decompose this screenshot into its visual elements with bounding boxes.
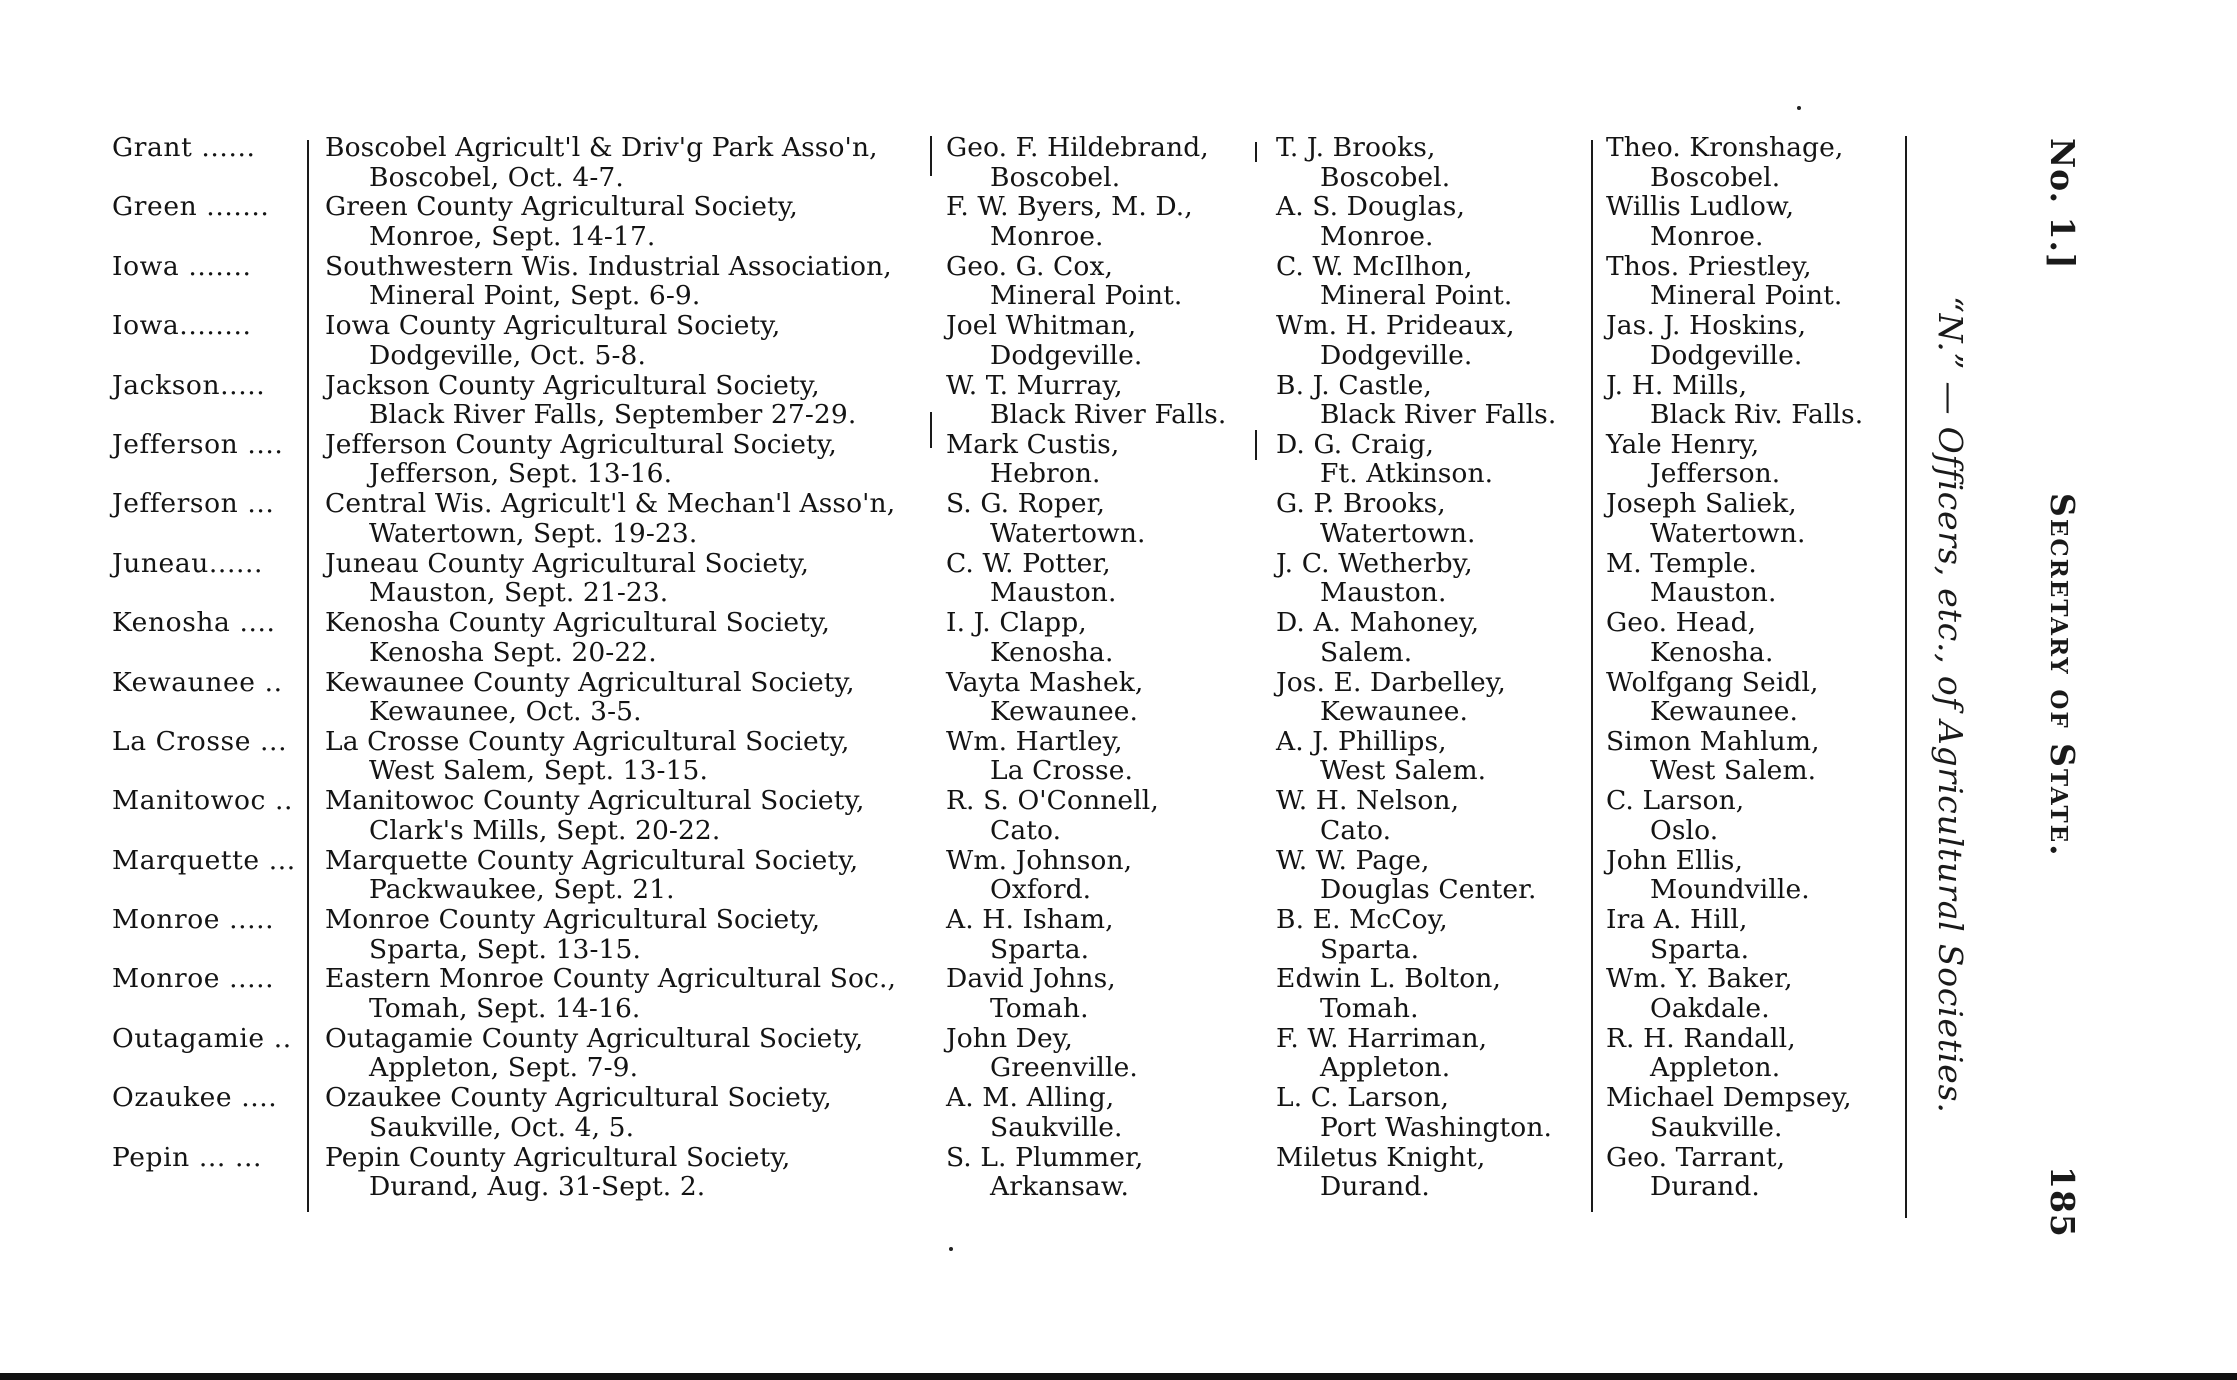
society-cell bbox=[325, 133, 945, 192]
society-place: Boscobel, Oct. 4-7. bbox=[369, 161, 624, 193]
society-cell bbox=[325, 192, 945, 251]
president-place: Mineral Point. bbox=[990, 280, 1183, 312]
secretary-place: Monroe. bbox=[1320, 220, 1434, 252]
president-name: A. H. Isham, bbox=[946, 904, 1114, 936]
treasurer-place: Mauston. bbox=[1650, 577, 1777, 609]
county-name: Monroe ..... bbox=[112, 904, 275, 936]
society-place: Sparta, Sept. 13-15. bbox=[369, 933, 641, 965]
secretary-place: Kewaunee. bbox=[1320, 696, 1469, 728]
treasurer-cell bbox=[1606, 608, 1926, 667]
county-name: Marquette ... bbox=[112, 844, 296, 876]
society-place: Kenosha Sept. 20-22. bbox=[369, 636, 657, 668]
county-cell bbox=[112, 668, 302, 698]
secretary-place: Mineral Point. bbox=[1320, 280, 1513, 312]
county-name: Iowa........ bbox=[112, 310, 252, 342]
society-name: La Crosse County Agricultural Society, bbox=[325, 725, 850, 757]
president-name: Geo. G. Cox, bbox=[946, 250, 1114, 282]
president-place: Arkansaw. bbox=[990, 1171, 1129, 1203]
secretary-cell bbox=[1276, 1143, 1596, 1202]
county-cell bbox=[112, 252, 302, 282]
secretary-name: B. E. McCoy, bbox=[1276, 904, 1448, 936]
county-cell bbox=[112, 133, 302, 163]
secretary-place: Boscobel. bbox=[1320, 161, 1451, 193]
treasurer-name: Willis Ludlow, bbox=[1606, 191, 1795, 223]
treasurer-cell bbox=[1606, 668, 1926, 727]
county-name: Pepin ... ... bbox=[112, 1141, 263, 1173]
society-cell bbox=[325, 1083, 945, 1142]
secretary-place: Ft. Atkinson. bbox=[1320, 458, 1494, 490]
treasurer-name: Wm. Y. Baker, bbox=[1606, 963, 1793, 995]
president-name: Wm. Johnson, bbox=[946, 844, 1133, 876]
society-name: Southwestern Wis. Industrial Association, bbox=[325, 250, 892, 282]
society-cell bbox=[325, 905, 945, 964]
society-place: Tomah, Sept. 14-16. bbox=[369, 992, 641, 1024]
society-name: Central Wis. Agricult'l & Mechan'l Asso'n, bbox=[325, 488, 896, 520]
secretary-cell bbox=[1276, 1083, 1596, 1142]
treasurer-name: M. Temple. bbox=[1606, 547, 1757, 579]
county-cell bbox=[112, 905, 302, 935]
society-name: Kewaunee County Agricultural Society, bbox=[325, 666, 855, 698]
treasurer-cell bbox=[1606, 786, 1926, 845]
president-cell bbox=[946, 846, 1276, 905]
secretary-name: L. C. Larson, bbox=[1276, 1082, 1450, 1114]
county-cell bbox=[112, 192, 302, 222]
treasurer-name: Yale Henry, bbox=[1606, 428, 1760, 460]
society-place: Watertown, Sept. 19-23. bbox=[369, 517, 698, 549]
president-name: I. J. Clapp, bbox=[946, 607, 1087, 639]
secretary-place: Appleton. bbox=[1320, 1052, 1451, 1084]
society-cell bbox=[325, 549, 945, 608]
society-name: Pepin County Agricultural Society, bbox=[325, 1141, 791, 1173]
secretary-cell bbox=[1276, 727, 1596, 786]
society-cell bbox=[325, 668, 945, 727]
treasurer-place: West Salem. bbox=[1650, 755, 1817, 787]
society-name: Jefferson County Agricultural Society, bbox=[325, 428, 837, 460]
secretary-name: W. H. Nelson, bbox=[1276, 785, 1460, 817]
running-header bbox=[2043, 138, 2082, 1238]
president-place: Saukville. bbox=[990, 1111, 1123, 1143]
column-rule-secretary bbox=[1591, 140, 1593, 1212]
secretary-name: G. P. Brooks, bbox=[1276, 488, 1446, 520]
society-cell bbox=[325, 786, 945, 845]
county-name: Jackson..... bbox=[112, 369, 266, 401]
column-rule-society-lower bbox=[930, 412, 932, 448]
society-name: Monroe County Agricultural Society, bbox=[325, 904, 821, 936]
treasurer-place: Black Riv. Falls. bbox=[1650, 399, 1864, 431]
secretary-name: W. W. Page, bbox=[1276, 844, 1430, 876]
treasurer-name: C. Larson, bbox=[1606, 785, 1745, 817]
president-place: Hebron. bbox=[990, 458, 1101, 490]
society-name: Juneau County Agricultural Society, bbox=[325, 547, 809, 579]
county-name: Kewaunee .. bbox=[112, 666, 283, 698]
treasurer-name: Geo. Head, bbox=[1606, 607, 1757, 639]
secretary-name: Wm. H. Prideaux, bbox=[1276, 310, 1515, 342]
treasurer-place: Appleton. bbox=[1650, 1052, 1781, 1084]
secretary-cell bbox=[1276, 489, 1596, 548]
secretary-name: D. G. Craig, bbox=[1276, 428, 1435, 460]
president-cell bbox=[946, 608, 1276, 667]
county-name: La Crosse ... bbox=[112, 725, 288, 757]
county-name: Outagamie .. bbox=[112, 1022, 292, 1054]
president-cell bbox=[946, 311, 1276, 370]
county-name: Iowa ....... bbox=[112, 250, 252, 282]
county-name: Manitowoc .. bbox=[112, 785, 294, 817]
president-name: R. S. O'Connell, bbox=[946, 785, 1159, 817]
president-cell bbox=[946, 964, 1276, 1023]
treasurer-name: Geo. Tarrant, bbox=[1606, 1141, 1786, 1173]
society-name: Marquette County Agricultural Society, bbox=[325, 844, 859, 876]
president-cell bbox=[946, 1083, 1276, 1142]
treasurer-place: Durand. bbox=[1650, 1171, 1760, 1203]
president-place: Watertown. bbox=[990, 517, 1146, 549]
secretary-cell bbox=[1276, 846, 1596, 905]
president-name: A. M. Alling, bbox=[946, 1082, 1115, 1114]
county-cell bbox=[112, 1024, 302, 1054]
secretary-name: Edwin L. Bolton, bbox=[1276, 963, 1501, 995]
treasurer-cell bbox=[1606, 905, 1926, 964]
treasurer-cell bbox=[1606, 1143, 1926, 1202]
secretary-name: A. J. Phillips, bbox=[1276, 725, 1447, 757]
president-cell bbox=[946, 1024, 1276, 1083]
county-cell bbox=[112, 846, 302, 876]
society-cell bbox=[325, 430, 945, 489]
treasurer-cell bbox=[1606, 133, 1926, 192]
president-name: W. T. Murray, bbox=[946, 369, 1123, 401]
president-cell bbox=[946, 1143, 1276, 1202]
county-cell bbox=[112, 608, 302, 638]
county-cell bbox=[112, 964, 302, 994]
issue-number: No. 1.] bbox=[2043, 138, 2082, 270]
society-cell bbox=[325, 727, 945, 786]
county-cell bbox=[112, 1083, 302, 1113]
treasurer-cell bbox=[1606, 371, 1926, 430]
county-name: Jefferson ... bbox=[112, 488, 275, 520]
society-name: Boscobel Agricult'l & Driv'g Park Asso'n, bbox=[325, 132, 878, 163]
county-name: Green ....... bbox=[112, 191, 270, 223]
treasurer-place: Monroe. bbox=[1650, 220, 1764, 252]
president-cell bbox=[946, 668, 1276, 727]
treasurer-name: Thos. Priestley, bbox=[1606, 250, 1812, 282]
society-place: Saukville, Oct. 4, 5. bbox=[369, 1111, 635, 1143]
treasurer-name: Theo. Kronshage, bbox=[1606, 132, 1844, 163]
treasurer-place: Boscobel. bbox=[1650, 161, 1781, 193]
secretary-cell bbox=[1276, 133, 1596, 192]
secretary-cell bbox=[1276, 1024, 1596, 1083]
treasurer-place: Dodgeville. bbox=[1650, 339, 1803, 371]
secretary-name: F. W. Harriman, bbox=[1276, 1022, 1488, 1054]
secretary-cell bbox=[1276, 192, 1596, 251]
county-cell bbox=[112, 786, 302, 816]
treasurer-name: Simon Mahlum, bbox=[1606, 725, 1820, 757]
society-cell bbox=[325, 1024, 945, 1083]
treasurer-cell bbox=[1606, 192, 1926, 251]
treasurer-name: Wolfgang Seidl, bbox=[1606, 666, 1819, 698]
society-place: Mauston, Sept. 21-23. bbox=[369, 577, 669, 609]
treasurer-place: Watertown. bbox=[1650, 517, 1806, 549]
county-name: Ozaukee .... bbox=[112, 1082, 278, 1114]
secretary-place: Durand. bbox=[1320, 1171, 1430, 1203]
society-place: West Salem, Sept. 13-15. bbox=[369, 755, 709, 787]
secretary-cell bbox=[1276, 964, 1596, 1023]
president-place: Mauston. bbox=[990, 577, 1117, 609]
county-name: Monroe ..... bbox=[112, 963, 275, 995]
treasurer-name: Joseph Saliek, bbox=[1606, 488, 1797, 520]
treasurer-place: Jefferson. bbox=[1650, 458, 1781, 490]
column-rule-treasurer bbox=[1905, 136, 1907, 1218]
treasurer-cell bbox=[1606, 311, 1926, 370]
president-name: S. L. Plummer, bbox=[946, 1141, 1144, 1173]
secretary-name: D. A. Mahoney, bbox=[1276, 607, 1480, 639]
president-cell bbox=[946, 192, 1276, 251]
treasurer-place: Moundville. bbox=[1650, 874, 1810, 906]
society-place: Kewaunee, Oct. 3-5. bbox=[369, 696, 642, 728]
column-rule-society bbox=[930, 136, 932, 176]
president-cell bbox=[946, 430, 1276, 489]
secretary-name: B. J. Castle, bbox=[1276, 369, 1432, 401]
president-place: Boscobel. bbox=[990, 161, 1121, 193]
president-place: Oxford. bbox=[990, 874, 1092, 906]
president-cell bbox=[946, 727, 1276, 786]
treasurer-cell bbox=[1606, 1024, 1926, 1083]
society-place: Dodgeville, Oct. 5-8. bbox=[369, 339, 646, 371]
president-cell bbox=[946, 549, 1276, 608]
secretary-name: Miletus Knight, bbox=[1276, 1141, 1486, 1173]
treasurer-name: John Ellis, bbox=[1606, 844, 1744, 876]
scan-edge bbox=[0, 1373, 2237, 1380]
society-place: Monroe, Sept. 14-17. bbox=[369, 220, 656, 252]
treasurer-place: Saukville. bbox=[1650, 1111, 1783, 1143]
president-place: Kewaunee. bbox=[990, 696, 1139, 728]
society-cell bbox=[325, 252, 945, 311]
society-name: Ozaukee County Agricultural Society, bbox=[325, 1082, 832, 1114]
secretary-cell bbox=[1276, 252, 1596, 311]
president-cell bbox=[946, 133, 1276, 192]
society-name: Kenosha County Agricultural Society, bbox=[325, 607, 831, 639]
secretary-cell bbox=[1276, 668, 1596, 727]
column-rule-president-lower bbox=[1255, 430, 1257, 460]
secretary-place: Tomah. bbox=[1320, 992, 1419, 1024]
county-cell bbox=[112, 727, 302, 757]
secretary-place: Cato. bbox=[1320, 814, 1392, 846]
president-place: Dodgeville. bbox=[990, 339, 1143, 371]
county-name: Kenosha .... bbox=[112, 607, 276, 639]
president-place: La Crosse. bbox=[990, 755, 1134, 787]
secretary-place: Dodgeville. bbox=[1320, 339, 1473, 371]
treasurer-place: Kenosha. bbox=[1650, 636, 1774, 668]
treasurer-cell bbox=[1606, 252, 1926, 311]
treasurer-cell bbox=[1606, 489, 1926, 548]
secretary-place: Douglas Center. bbox=[1320, 874, 1537, 906]
ink-speck bbox=[1797, 106, 1801, 110]
society-cell bbox=[325, 489, 945, 548]
secretary-place: West Salem. bbox=[1320, 755, 1487, 787]
society-name: Manitowoc County Agricultural Society, bbox=[325, 785, 865, 817]
secretary-cell bbox=[1276, 430, 1596, 489]
treasurer-place: Sparta. bbox=[1650, 933, 1750, 965]
treasurer-cell bbox=[1606, 1083, 1926, 1142]
president-cell bbox=[946, 371, 1276, 430]
county-cell bbox=[112, 311, 302, 341]
president-cell bbox=[946, 252, 1276, 311]
column-rule-county bbox=[307, 140, 309, 1212]
county-cell bbox=[112, 489, 302, 519]
society-place: Black River Falls, September 27-29. bbox=[369, 399, 857, 431]
secretary-name: J. C. Wetherby, bbox=[1276, 547, 1473, 579]
society-place: Jefferson, Sept. 13-16. bbox=[369, 458, 673, 490]
society-name: Eastern Monroe County Agricultural Soc., bbox=[325, 963, 897, 995]
society-place: Appleton, Sept. 7-9. bbox=[369, 1052, 639, 1084]
president-place: Tomah. bbox=[990, 992, 1089, 1024]
president-place: Greenville. bbox=[990, 1052, 1138, 1084]
header-title: Secretary of State. bbox=[2043, 493, 2082, 858]
society-cell bbox=[325, 846, 945, 905]
treasurer-name: Michael Dempsey, bbox=[1606, 1082, 1852, 1114]
president-name: Joel Whitman, bbox=[946, 310, 1137, 342]
treasurer-name: Ira A. Hill, bbox=[1606, 904, 1748, 936]
table-title: “N.” — Officers, etc., of Agricultural Societies. bbox=[1931, 296, 1970, 1114]
secretary-name: A. S. Douglas, bbox=[1276, 191, 1465, 223]
secretary-name: C. W. McIlhon, bbox=[1276, 250, 1473, 282]
president-name: Wm. Hartley, bbox=[946, 725, 1123, 757]
president-place: Kenosha. bbox=[990, 636, 1114, 668]
county-name: Juneau...... bbox=[112, 547, 264, 579]
secretary-cell bbox=[1276, 311, 1596, 370]
treasurer-name: R. H. Randall, bbox=[1606, 1022, 1796, 1054]
secretary-place: Port Washington. bbox=[1320, 1111, 1553, 1143]
president-name: John Dey, bbox=[946, 1022, 1073, 1054]
treasurer-place: Mineral Point. bbox=[1650, 280, 1843, 312]
ink-speck bbox=[949, 1247, 953, 1251]
page-number: 185 bbox=[2043, 1166, 2082, 1238]
president-name: Vayta Mashek, bbox=[946, 666, 1144, 698]
treasurer-place: Oslo. bbox=[1650, 814, 1719, 846]
society-name: Iowa County Agricultural Society, bbox=[325, 310, 781, 342]
society-name: Jackson County Agricultural Society, bbox=[325, 369, 820, 401]
treasurer-place: Oakdale. bbox=[1650, 992, 1770, 1024]
secretary-name: T. J. Brooks, bbox=[1276, 132, 1436, 163]
president-place: Sparta. bbox=[990, 933, 1090, 965]
society-name: Outagamie County Agricultural Society, bbox=[325, 1022, 864, 1054]
treasurer-cell bbox=[1606, 846, 1926, 905]
county-name: Grant ...... bbox=[112, 132, 256, 163]
society-place: Mineral Point, Sept. 6-9. bbox=[369, 280, 701, 312]
society-cell bbox=[325, 371, 945, 430]
president-place: Monroe. bbox=[990, 220, 1104, 252]
president-name: C. W. Potter, bbox=[946, 547, 1111, 579]
society-place: Durand, Aug. 31-Sept. 2. bbox=[369, 1171, 706, 1203]
president-cell bbox=[946, 786, 1276, 845]
secretary-cell bbox=[1276, 786, 1596, 845]
society-cell bbox=[325, 1143, 945, 1202]
treasurer-place: Kewaunee. bbox=[1650, 696, 1799, 728]
secretary-place: Black River Falls. bbox=[1320, 399, 1557, 431]
society-cell bbox=[325, 964, 945, 1023]
secretary-cell bbox=[1276, 371, 1596, 430]
treasurer-cell bbox=[1606, 430, 1926, 489]
county-cell bbox=[112, 549, 302, 579]
treasurer-cell bbox=[1606, 549, 1926, 608]
president-name: Geo. F. Hildebrand, bbox=[946, 132, 1209, 163]
secretary-place: Salem. bbox=[1320, 636, 1413, 668]
secretary-name: Jos. E. Darbelley, bbox=[1276, 666, 1506, 698]
president-place: Black River Falls. bbox=[990, 399, 1227, 431]
column-rule-president bbox=[1255, 142, 1257, 162]
president-name: F. W. Byers, M. D., bbox=[946, 191, 1193, 223]
president-name: S. G. Roper, bbox=[946, 488, 1106, 520]
treasurer-name: Jas. J. Hoskins, bbox=[1606, 310, 1807, 342]
county-name: Jefferson .... bbox=[112, 428, 284, 460]
president-cell bbox=[946, 905, 1276, 964]
society-cell bbox=[325, 608, 945, 667]
president-place: Cato. bbox=[990, 814, 1062, 846]
secretary-cell bbox=[1276, 608, 1596, 667]
secretary-place: Mauston. bbox=[1320, 577, 1447, 609]
president-name: Mark Custis, bbox=[946, 428, 1120, 460]
secretary-cell bbox=[1276, 549, 1596, 608]
county-cell bbox=[112, 1143, 302, 1173]
secretary-place: Watertown. bbox=[1320, 517, 1476, 549]
treasurer-cell bbox=[1606, 964, 1926, 1023]
county-cell bbox=[112, 371, 302, 401]
county-cell bbox=[112, 430, 302, 460]
society-place: Packwaukee, Sept. 21. bbox=[369, 874, 675, 906]
treasurer-cell bbox=[1606, 727, 1926, 786]
president-cell bbox=[946, 489, 1276, 548]
treasurer-name: J. H. Mills, bbox=[1606, 369, 1748, 401]
society-name: Green County Agricultural Society, bbox=[325, 191, 798, 223]
society-place: Clark's Mills, Sept. 20-22. bbox=[369, 814, 721, 846]
society-cell bbox=[325, 311, 945, 370]
secretary-cell bbox=[1276, 905, 1596, 964]
president-name: David Johns, bbox=[946, 963, 1116, 995]
secretary-place: Sparta. bbox=[1320, 933, 1420, 965]
